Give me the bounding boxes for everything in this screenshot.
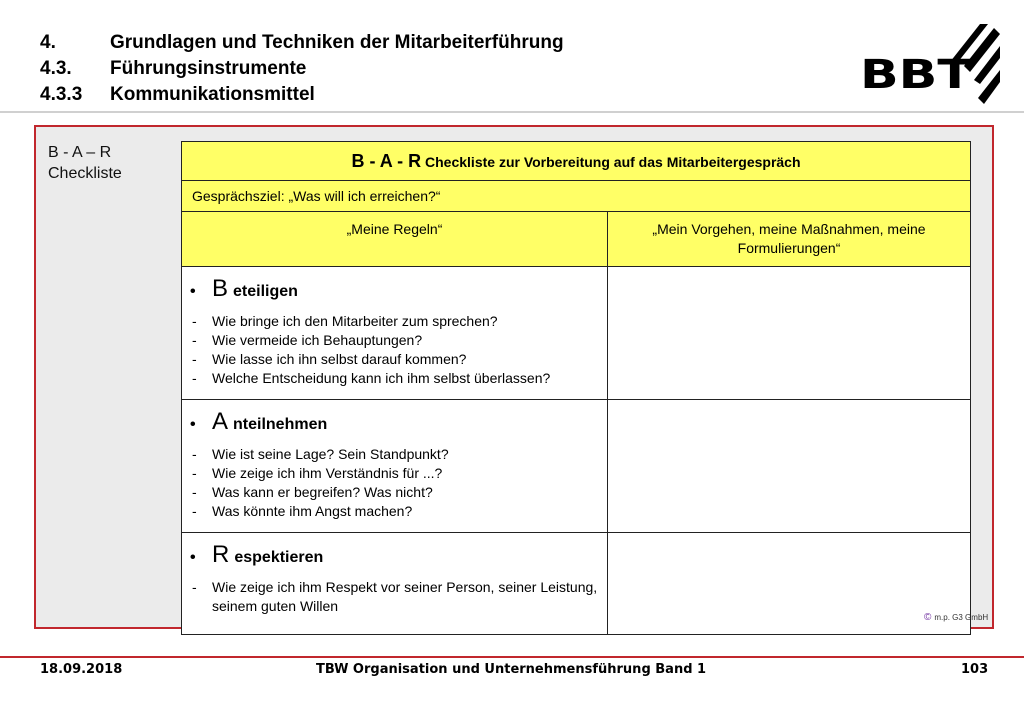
actions-cell-respektieren[interactable] — [608, 533, 971, 635]
rule-letter: B — [212, 275, 229, 302]
footer-divider — [0, 656, 1024, 658]
question-text: Wie vermeide ich Behauptungen? — [212, 332, 423, 348]
dash-icon: - — [192, 351, 197, 367]
header-number: 4.3.3 — [40, 84, 83, 105]
rule-cell-anteilnehmen — [182, 400, 608, 533]
list-item — [190, 331, 599, 350]
copyright-text: m.p. G3 GmbH — [934, 613, 989, 622]
rule-heading — [190, 275, 599, 303]
side-label-line-2: Checkliste — [48, 165, 122, 182]
header-text: Führungsinstrumente — [110, 58, 307, 79]
rule-cell-beteiligen — [182, 267, 608, 400]
bbt-logo — [858, 22, 1004, 114]
rule-letter: A — [212, 408, 229, 435]
question-text: Was könnte ihm Angst machen? — [212, 503, 413, 519]
header-line-2 — [40, 56, 564, 82]
actions-cell-beteiligen[interactable] — [608, 267, 971, 400]
slide-header — [40, 30, 564, 108]
bar-checklist-table — [181, 141, 971, 635]
list-item — [190, 369, 599, 388]
question-text: Wie zeige ich ihm Respekt vor seiner Person, seiner Leistung, seinem guten Willen — [212, 579, 598, 614]
dash-icon: - — [192, 332, 197, 348]
question-text: Wie bringe ich den Mitarbeiter zum sprechen? — [212, 313, 498, 329]
dash-icon: - — [192, 313, 197, 329]
table-row — [182, 533, 971, 635]
rule-heading — [190, 408, 599, 436]
checklist-title-rest: Checkliste zur Vorbereitung auf das Mitarbeitergespräch — [421, 153, 801, 170]
question-list — [190, 312, 599, 388]
rule-word: nteilnehmen — [233, 416, 328, 433]
footer-page-number: 103 — [961, 662, 989, 677]
header-number: 4.3. — [40, 58, 72, 79]
column-header-actions: „Mein Vorgehen, meine Maßnahmen, meine Formulierungen“ — [608, 212, 971, 267]
rule-word: espektieren — [234, 549, 324, 566]
bullet-icon: • — [190, 283, 196, 300]
header-divider — [0, 111, 1024, 113]
header-text: Kommunikationsmittel — [110, 84, 315, 105]
list-item — [190, 350, 599, 369]
list-item — [190, 502, 599, 521]
table-row — [182, 400, 971, 533]
question-text: Was kann er begreifen? Was nicht? — [212, 484, 433, 500]
dash-icon: - — [192, 446, 197, 462]
checklist-title — [182, 142, 971, 181]
copyright-note — [924, 612, 988, 623]
logo-text: BBT — [860, 52, 973, 98]
rule-cell-respektieren — [182, 533, 608, 635]
question-text: Welche Entscheidung kann ich ihm selbst überlassen? — [212, 370, 551, 386]
question-list — [190, 445, 599, 521]
header-line-3 — [40, 82, 564, 108]
checklist-title-prefix: B - A - R — [351, 150, 422, 171]
question-text: Wie lasse ich ihn selbst darauf kommen? — [212, 351, 467, 367]
question-text: Wie zeige ich ihm Verständnis für ...? — [212, 465, 443, 481]
side-label-line-1: B - A – R — [48, 144, 112, 161]
header-number: 4. — [40, 32, 56, 53]
dash-icon: - — [192, 370, 197, 386]
dash-icon: - — [192, 503, 197, 519]
side-label — [48, 142, 122, 184]
list-item — [190, 445, 599, 464]
rule-word: eteiligen — [233, 283, 298, 300]
table-row — [182, 267, 971, 400]
column-header-rules: „Meine Regeln“ — [182, 212, 608, 267]
conversation-goal: Gesprächsziel: „Was will ich erreichen?“ — [182, 181, 971, 212]
bullet-icon: • — [190, 416, 196, 433]
dash-icon: - — [192, 484, 197, 500]
list-item — [190, 464, 599, 483]
header-line-1 — [40, 30, 564, 56]
question-list — [190, 578, 599, 616]
actions-cell-anteilnehmen[interactable] — [608, 400, 971, 533]
copyright-icon: © — [924, 612, 932, 623]
list-item — [190, 578, 599, 616]
footer-title: TBW Organisation und Unternehmensführung Band 1 — [316, 662, 707, 677]
rule-heading — [190, 541, 599, 569]
bullet-icon: • — [190, 549, 196, 566]
list-item — [190, 483, 599, 502]
dash-icon: - — [192, 579, 197, 595]
header-text: Grundlagen und Techniken der Mitarbeiterführung — [110, 32, 564, 53]
dash-icon: - — [192, 465, 197, 481]
footer-date: 18.09.2018 — [40, 662, 123, 677]
rule-letter: R — [212, 541, 230, 568]
question-text: Wie ist seine Lage? Sein Standpunkt? — [212, 446, 449, 462]
list-item — [190, 312, 599, 331]
